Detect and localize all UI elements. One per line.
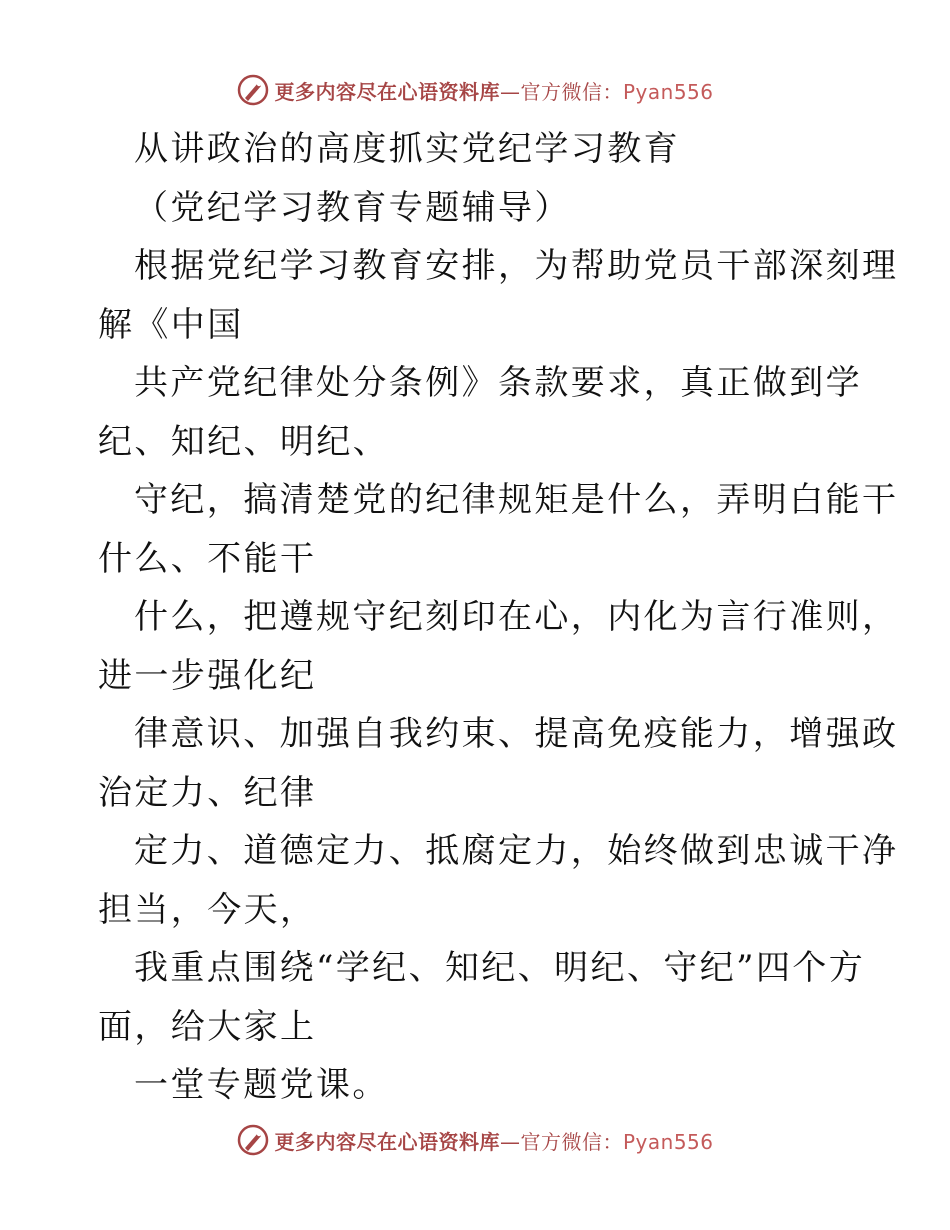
paragraph-line: 纪、知纪、明纪、 — [98, 421, 390, 462]
document-title-line: 从讲政治的高度抓实党纪学习教育 — [134, 129, 680, 169]
paragraph-line: 治定力、纪律 — [98, 772, 317, 813]
paragraph-line: 定力、道德定力、抵腐定力，始终做到忠诚干净 — [134, 831, 899, 871]
paragraph-line: 面，给大家上 — [98, 1006, 317, 1047]
footer-watermark-banner — [0, 1120, 950, 1160]
header-watermark-banner — [0, 70, 950, 110]
watermark-text — [274, 76, 713, 105]
watermark-text — [274, 1126, 713, 1155]
pen-circle-logo-icon — [236, 1123, 270, 1157]
paragraph-line: 律意识、加强自我约束、提高免疫能力，增强政 — [134, 714, 899, 754]
watermark-dash: — — [499, 79, 521, 104]
paragraph-line: 什么、不能干 — [98, 538, 317, 579]
watermark-dash: — — [499, 1129, 521, 1154]
paragraph-line: 共产党纪律处分条例》条款要求，真正做到学 — [134, 363, 862, 403]
watermark-main-text: 更多内容尽在心语资料库 — [274, 1129, 500, 1154]
watermark-main-text: 更多内容尽在心语资料库 — [274, 79, 500, 104]
watermark-sub-text: 官方微信： — [520, 1129, 623, 1154]
paragraph-line: 守纪，搞清楚党的纪律规矩是什么，弄明白能干 — [134, 480, 899, 520]
paragraph-line: 我重点围绕“学纪、知纪、明纪、守纪”四个方 — [134, 948, 866, 988]
paragraph-line: 进一步强化纪 — [98, 655, 317, 696]
paragraph-line: 解《中国 — [98, 304, 244, 345]
paragraph-line: 一堂专题党课。 — [134, 1065, 389, 1105]
paragraph-line: 根据党纪学习教育安排，为帮助党员干部深刻理 — [134, 246, 899, 286]
document-body — [98, 120, 899, 1115]
paragraph-line: 担当，今天， — [98, 889, 317, 930]
paragraph-line: 什么，把遵规守纪刻印在心，内化为言行准则， — [134, 597, 899, 637]
document-subtitle-line: （党纪学习教育专题辅导） — [134, 187, 571, 228]
watermark-id-text: Pyan556 — [622, 1129, 714, 1154]
watermark-id-text: Pyan556 — [622, 79, 714, 104]
watermark-sub-text: 官方微信： — [520, 79, 623, 104]
pen-circle-logo-icon — [236, 73, 270, 107]
